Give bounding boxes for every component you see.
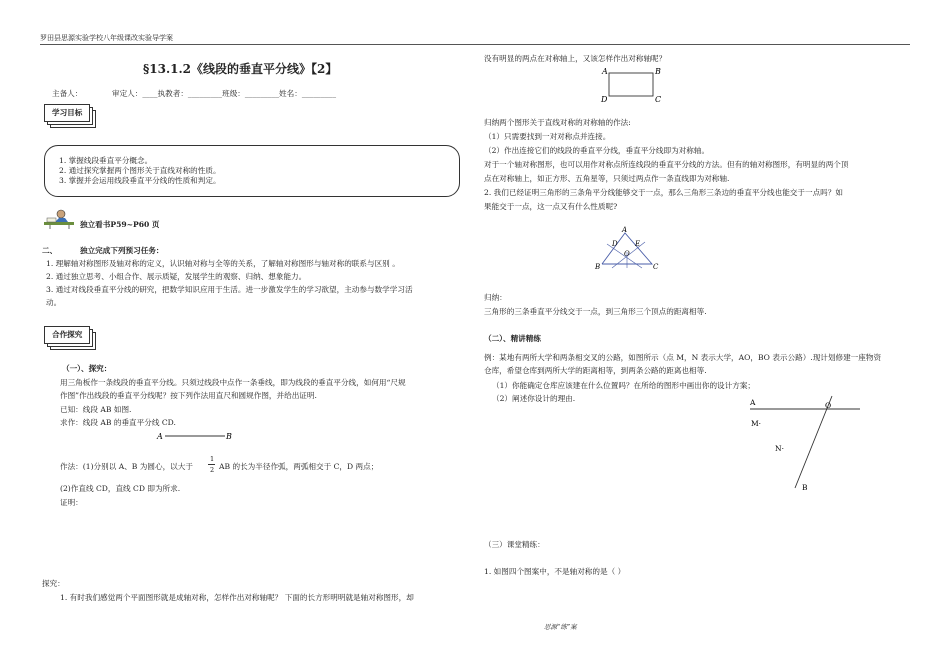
summary-line: 点在对称轴上，如正方形、五角星等，只须过两点作一条直线即为对称轴.	[484, 174, 730, 183]
map-label-b: B	[802, 483, 808, 492]
example-text: （1）你能确定仓库应该建在什么位置吗？在所给的图形中画出你的设计方案；	[492, 381, 756, 390]
conclusion-label: 归纳：	[484, 293, 507, 302]
staff-main: 主备人：	[52, 89, 83, 98]
summary-line: （1）只需要找到一对对称点并连接。	[484, 132, 611, 141]
explore-question-1: 1. 有时我们感觉两个平面图形就是成轴对称，怎样作出对称轴呢？ 下面的长方形明明就是轴对称图形，却	[60, 593, 414, 602]
task-item: 动。	[46, 298, 62, 307]
rectangle-figure	[596, 64, 666, 104]
example-text: 仓库，希望仓库到两所大学的距离相等，到两条公路的距离也相等.	[484, 366, 707, 375]
goal-item: 2. 通过探究掌握两个图形关于直线对称的性质。	[59, 166, 221, 175]
footer-text: 思源“练”案	[544, 623, 577, 631]
rect-label-b: B	[655, 67, 661, 76]
example-text: 例：某地有两所大学和两条相交叉的公路，如图所示（点 M，N 表示大学，AO，BO 表示公路）.现计划修建一座物资	[484, 353, 882, 362]
rect-label-a: A	[602, 67, 608, 76]
map-label-a: A	[750, 398, 756, 407]
map-label-m: M·	[751, 419, 762, 428]
summary-line: 对于一个轴对称图形，也可以用作对称点所连线段的垂直平分线的方法。但有的轴对称图形，有明显的两个顶	[484, 160, 849, 169]
segment-ab-figure	[155, 428, 235, 444]
coop-paragraph: 作图”作出线段的垂直平分线呢？按下列作法用直尺和圆规作图，并给出证明.	[60, 391, 317, 400]
tri-label-b: B	[595, 263, 601, 271]
task-item: 1. 理解轴对称图形及轴对称的定义，认识轴对称与全等的关系，了解轴对称图形与轴对称的联系与区别 。	[46, 259, 400, 268]
rect-label-c: C	[655, 95, 662, 104]
right-q1-continued: 没有明显的两点在对称轴上，又该怎样作出对称轴呢？	[484, 54, 667, 63]
reading-note: 独立看书P59~P60 页	[80, 220, 160, 229]
coop-known: 已知：线段 AB 如图.	[60, 405, 132, 414]
goals-box	[44, 145, 460, 197]
coop-subtitle: （一）、探究：	[62, 364, 112, 373]
task-item: 3. 通过对线段垂直平分线的研究，把数学知识应用于生活。进一步激发学生的学习欲望，主动参与数学学习活	[46, 285, 413, 294]
segment-label-a: A	[157, 432, 163, 441]
header-rule	[40, 44, 910, 45]
triangle-figure	[592, 224, 666, 274]
reading-student-icon	[42, 208, 76, 230]
map-label-o: O	[825, 401, 832, 410]
subsection-3: （三）课堂精练：	[484, 540, 545, 549]
coop-tab	[44, 326, 96, 346]
practice-question-1: 1. 如图四个图案中，不是轴对称的是（ ）	[484, 567, 626, 576]
tri-label-a: A	[622, 226, 628, 234]
coop-tab-label: 合作探究	[52, 330, 83, 339]
task-title: 独立完成下列预习任务：	[80, 246, 164, 255]
map-label-n: N·	[775, 444, 784, 453]
method-step1-b: AB 的长为半径作弧，两弧相交于 C，D 两点；	[219, 462, 379, 471]
rect-label-d: D	[601, 95, 608, 104]
subsection-2: （二）、精讲精练	[484, 334, 541, 343]
method-step2: (2)作直线 CD，直线 CD 即为所求.	[60, 484, 181, 493]
segment-label-b: B	[226, 432, 232, 441]
summary-title: 归纳两个图形关于直线对称的对称轴的作法:	[484, 118, 631, 127]
goal-item: 1. 掌握线段垂直平分概念。	[59, 156, 153, 165]
method-fraction-den: 2	[210, 466, 215, 474]
staff-review: 审定人：____执教者：_________班级：_________姓名：_________	[112, 89, 337, 98]
task-number: 二、	[42, 246, 58, 255]
tri-label-o: O	[624, 250, 630, 258]
header-school: 罗田县思源实验学校八年级课改实验导学案	[40, 34, 173, 42]
goal-item: 3. 掌握并会运用线段垂直平分线的性质和判定。	[59, 176, 221, 185]
tri-label-d: D	[612, 240, 618, 248]
summary-line: （2）作出连接它们的线段的垂直平分线，垂直平分线即为对称轴。	[484, 146, 710, 155]
goals-tab-label: 学习目标	[52, 108, 83, 117]
coop-ask: 求作：线段 AB 的垂直平分线 CD.	[60, 418, 176, 427]
goals-tab	[44, 104, 96, 124]
conclusion-text: 三角形的三条垂直平分线交于一点，到三角形三个顶点的距离相等.	[484, 307, 707, 316]
question-2: 2. 我们已经证明三角形的三条角平分线能够交于一点，那么三角形三条边的垂直平分线也能交于一点吗？如	[484, 188, 843, 197]
question-2: 果能交于一点，这一点又有什么性质呢?	[484, 202, 618, 211]
method-fraction-num: 1	[210, 455, 215, 463]
example-text: （2）阐述你设计的理由.	[492, 394, 576, 403]
proof-label: 证明：	[60, 498, 83, 507]
method-step1-a: 作法：(1)分别以 A、B 为圆心，以大于	[60, 462, 193, 471]
coop-paragraph: 用三角板作一条线段的垂直平分线。只须过线段中点作一条垂线，即为线段的垂直平分线，如何用“尺规	[60, 378, 406, 387]
task-item: 2. 通过独立思考、小组合作、展示质疑，发展学生的观察、归纳、想象能力。	[46, 272, 307, 281]
tri-label-e: E	[635, 240, 641, 248]
tri-label-c: C	[653, 263, 659, 271]
method-fraction-bar	[208, 464, 215, 465]
map-figure	[740, 392, 880, 492]
explore-label: 探究：	[42, 579, 65, 588]
page-title: §13.1.2《线段的垂直平分线》【2】	[143, 62, 338, 76]
